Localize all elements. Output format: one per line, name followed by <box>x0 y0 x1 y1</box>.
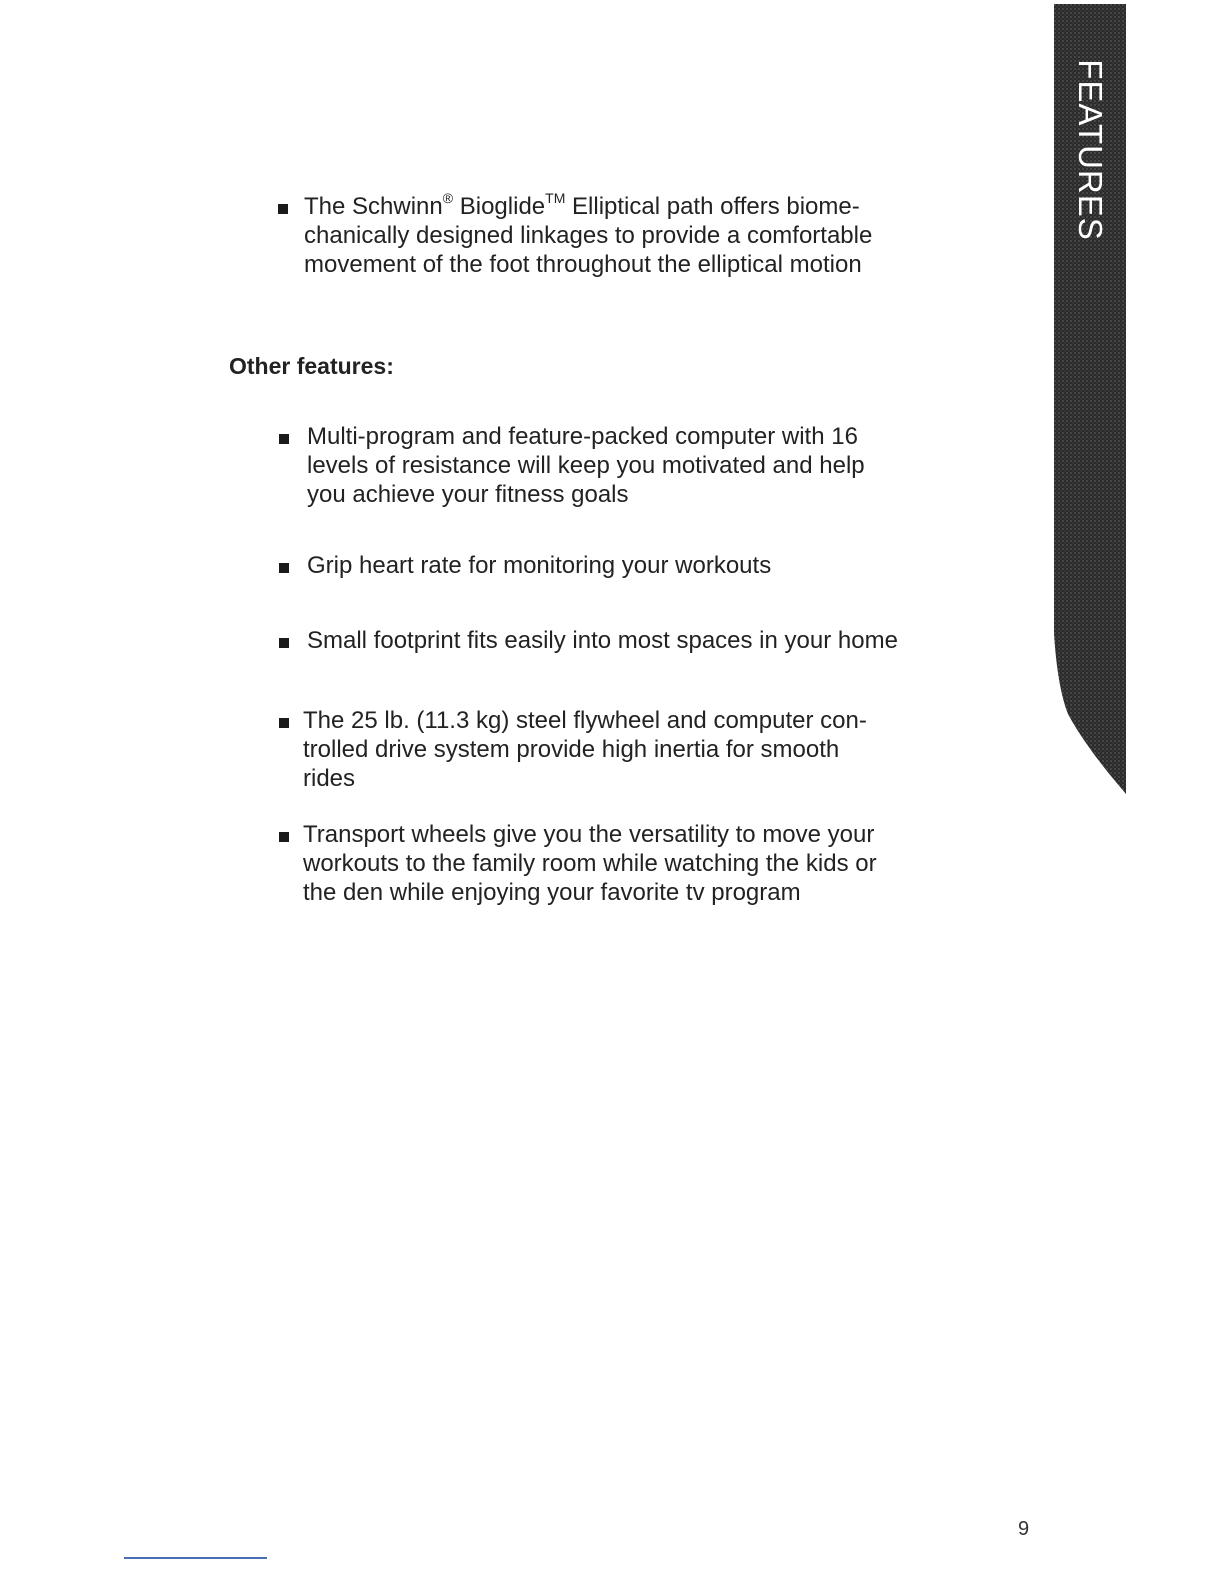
bullet-square-icon <box>279 638 289 648</box>
bullet-square-icon <box>279 832 289 842</box>
feature-line: Multi-program and feature-packed computer with 16 <box>307 423 858 450</box>
section-heading: Other features: <box>229 353 394 379</box>
feature-text <box>307 551 771 580</box>
feature-line: Small footprint fits easily into most spaces in your home <box>307 627 898 654</box>
feature-line: Transport wheels give you the versatility to move your <box>303 821 875 848</box>
intro-part1: The Schwinn <box>304 193 443 220</box>
side-tab-label <box>1066 59 1114 241</box>
feature-line: rides <box>303 765 356 792</box>
intro-text <box>304 192 872 279</box>
intro-line-3: movement of the foot throughout the elliptical motion <box>304 251 862 278</box>
intro-line-2: chanically designed linkages to provide a comfortable <box>304 222 873 249</box>
bullet-square-icon <box>278 204 288 214</box>
feature-line: trolled drive system provide high inertia for smooth <box>303 736 840 763</box>
page-number: 9 <box>1018 1518 1030 1540</box>
feature-text <box>307 422 865 509</box>
side-tab-text: FEATURES <box>1072 59 1110 241</box>
bullet-square-icon <box>279 563 289 573</box>
footer-rule <box>124 1557 267 1559</box>
bullet-square-icon <box>279 718 289 728</box>
feature-line: workouts to the family room while watching the kids or <box>303 850 877 877</box>
feature-text <box>303 820 877 907</box>
intro-part3: Elliptical path offers biome- <box>565 193 860 220</box>
intro-line-1 <box>304 192 872 221</box>
feature-line: levels of resistance will keep you motivated and help <box>307 452 865 479</box>
feature-line: The 25 lb. (11.3 kg) steel flywheel and computer con- <box>303 707 867 734</box>
registered-mark: ® <box>442 190 454 206</box>
feature-line: you achieve your fitness goals <box>307 481 629 508</box>
feature-line: the den while enjoying your favorite tv program <box>303 879 801 906</box>
trademark-mark: TM <box>545 190 566 206</box>
bullet-square-icon <box>279 434 289 444</box>
feature-text <box>303 706 867 793</box>
feature-line: Grip heart rate for monitoring your workouts <box>307 552 772 579</box>
feature-text <box>307 626 898 655</box>
intro-part2: Bioglide <box>453 193 546 220</box>
